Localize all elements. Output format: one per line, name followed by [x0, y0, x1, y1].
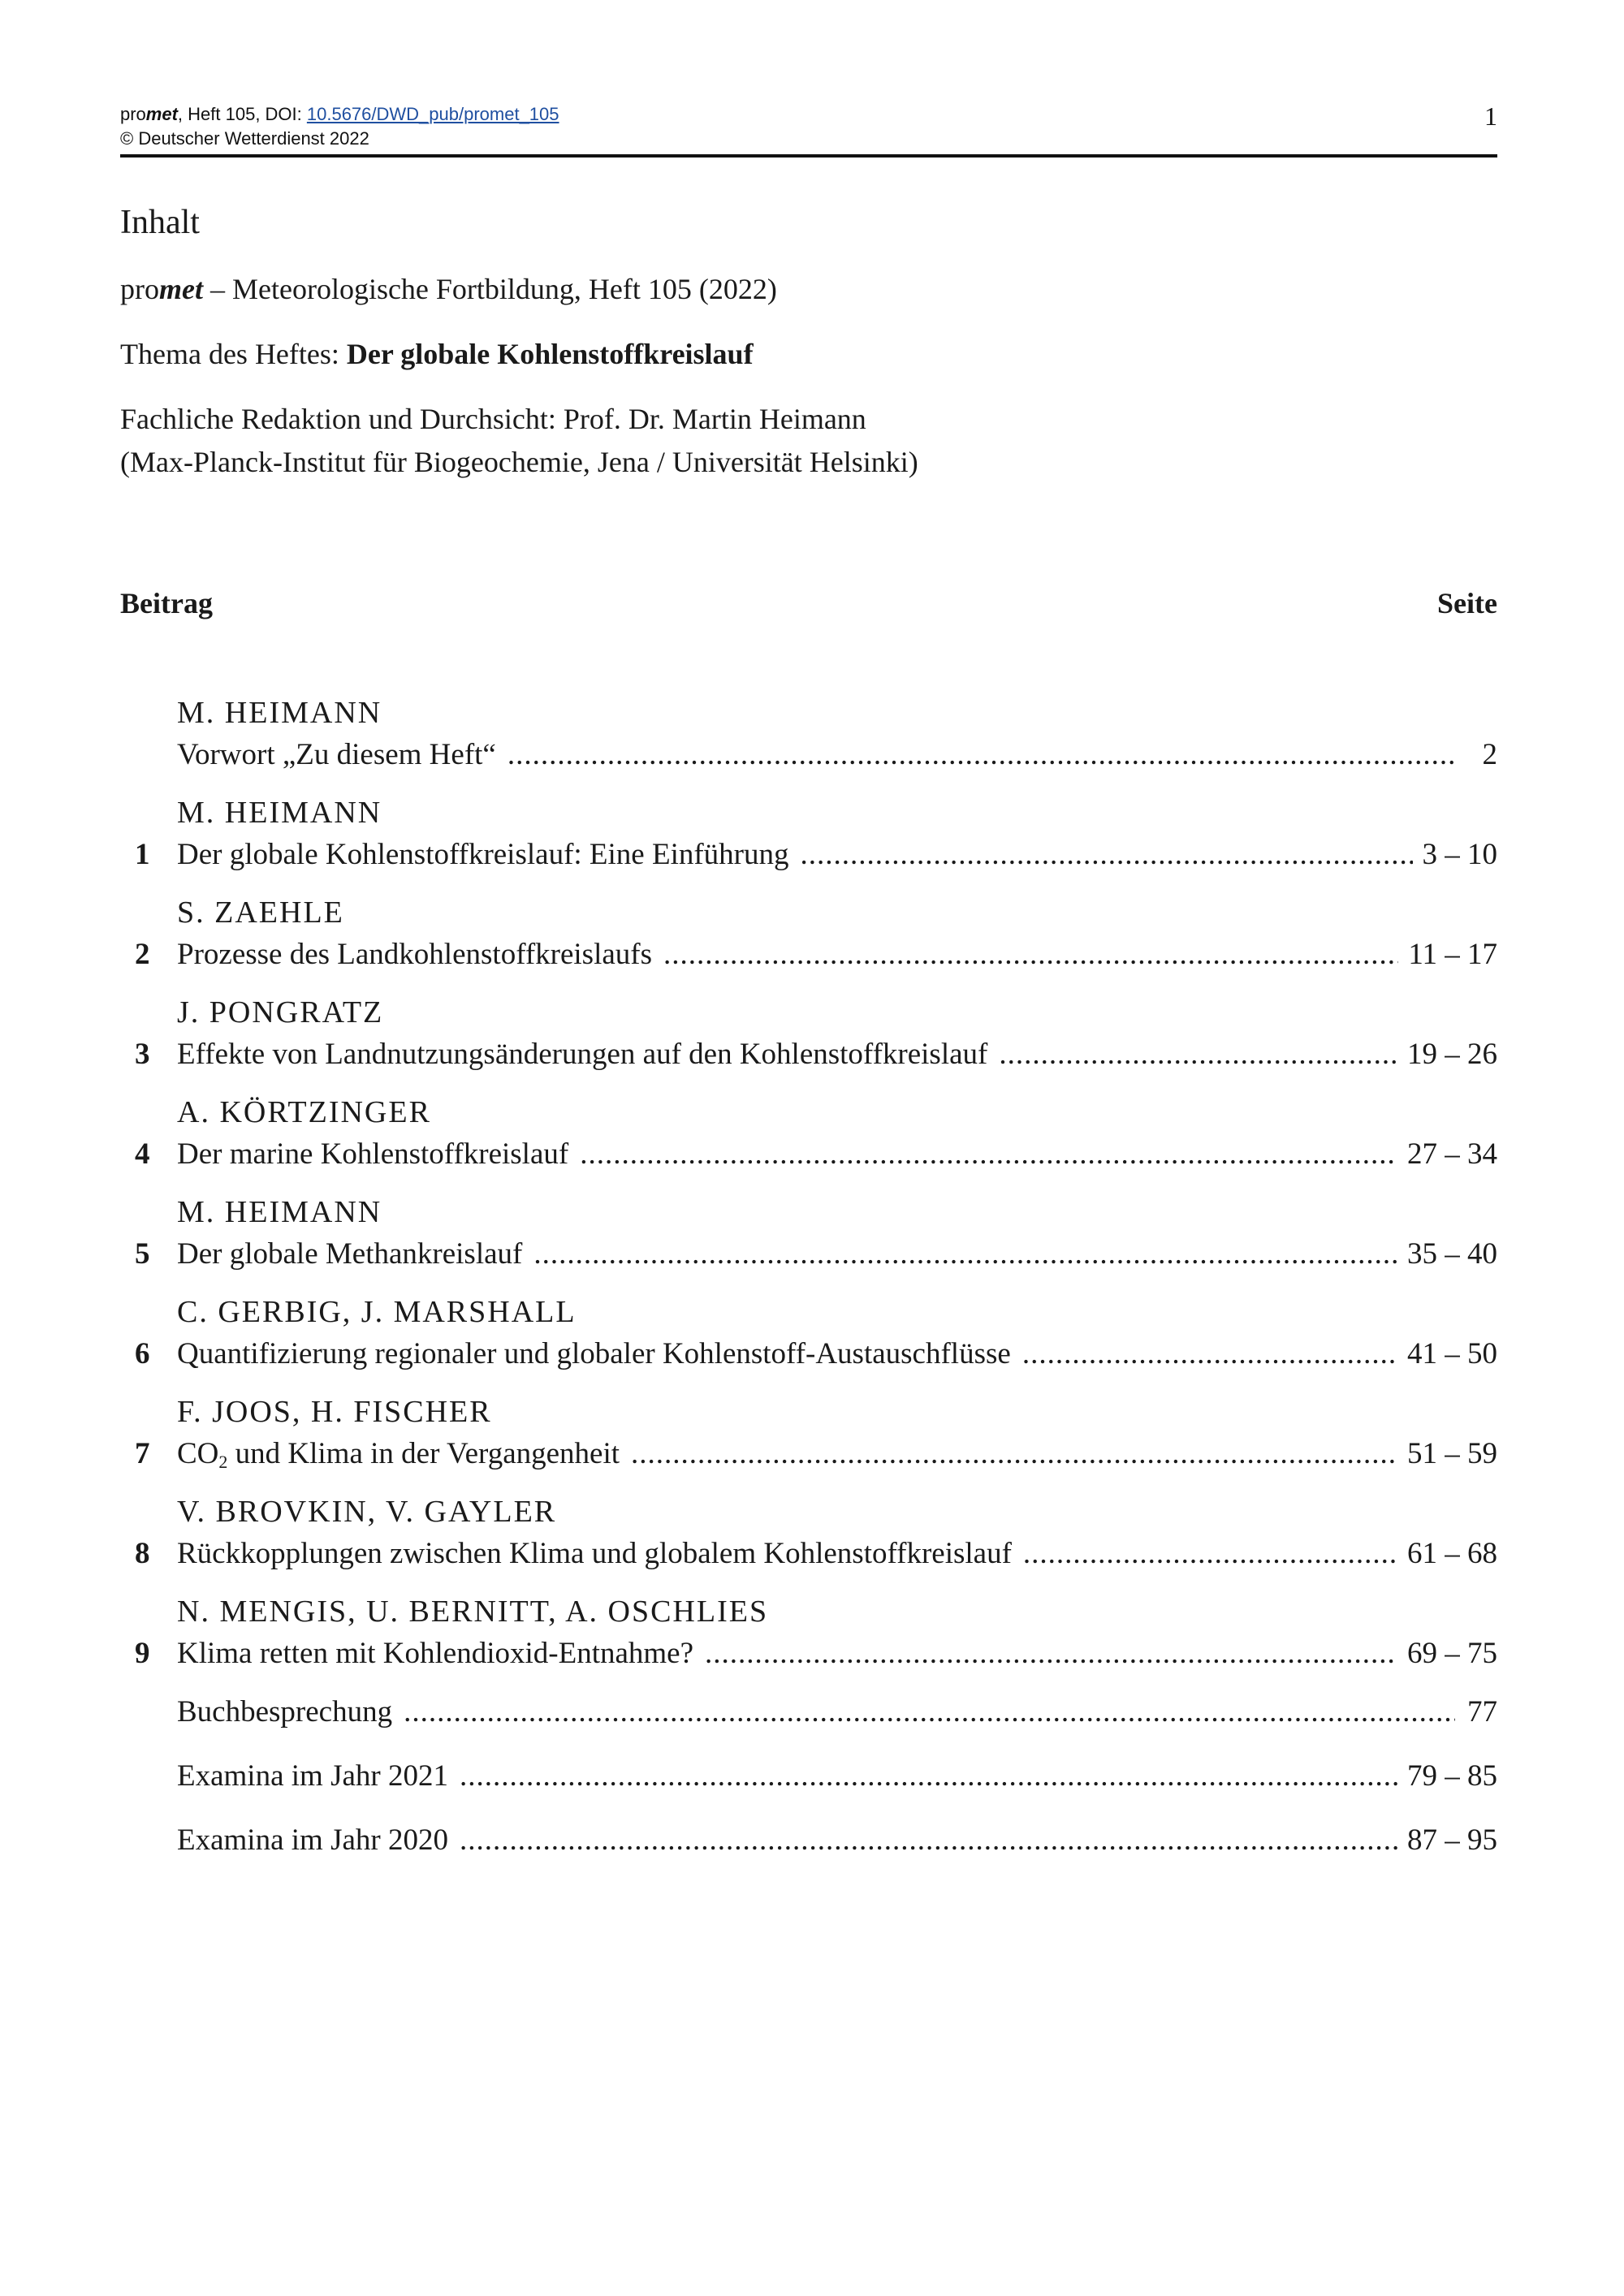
- toc-extra-entry: [120, 1755, 1497, 1797]
- entry-pages: 3 – 10: [1422, 838, 1497, 871]
- entry-title-line[interactable]: [120, 1533, 1497, 1574]
- series-met: met: [159, 273, 203, 305]
- dot-leader: [1022, 1333, 1397, 1375]
- journal-pro: pro: [120, 104, 146, 124]
- citation-line: [120, 101, 1497, 131]
- entry-pages: 51 – 59: [1407, 1437, 1497, 1470]
- entry-title: Quantifizierung regionaler und globaler Kohlenstoff-Austauschflüsse: [177, 1337, 1011, 1370]
- entry-title-line[interactable]: [120, 1433, 1497, 1474]
- series-line: [120, 268, 777, 311]
- entry-title: Vorwort „Zu diesem Heft“: [177, 738, 496, 771]
- page-header: [120, 102, 1497, 151]
- entry-author: N. MENGIS, U. BERNITT, A. OSCHLIES: [177, 1595, 769, 1629]
- entry-title: Prozesse des Landkohlenstoffkreislaufs: [177, 938, 653, 971]
- series-pro: pro: [120, 273, 159, 305]
- entry-title-line[interactable]: [120, 1819, 1497, 1861]
- dot-leader: [508, 734, 1455, 775]
- theme-label: Thema des Heftes:: [120, 338, 347, 370]
- dot-leader: [631, 1433, 1397, 1474]
- entry-pages: 77: [1467, 1695, 1497, 1728]
- entry-number: 2: [135, 938, 150, 971]
- toc-entry: [120, 892, 1497, 975]
- entry-title: Examina im Jahr 2021: [177, 1759, 448, 1793]
- entry-pages: 87 – 95: [1407, 1823, 1497, 1857]
- entry-number: 8: [135, 1537, 150, 1570]
- dot-leader: [663, 934, 1398, 975]
- entry-author: M. HEIMANN: [177, 696, 382, 730]
- issue-prefix: , Heft 105, DOI:: [177, 104, 307, 124]
- entry-pages: 79 – 85: [1407, 1759, 1497, 1793]
- toc-entry: [120, 992, 1497, 1075]
- entry-author: M. HEIMANN: [177, 796, 382, 830]
- toc-entry: [120, 1392, 1497, 1474]
- page-number: 1: [1484, 101, 1497, 131]
- column-header-contribution: Beitrag: [120, 587, 213, 619]
- entry-author: C. GERBIG, J. MARSHALL: [177, 1295, 577, 1329]
- entry-title-line[interactable]: [120, 1333, 1497, 1375]
- entry-title-line[interactable]: [120, 934, 1497, 975]
- entry-pages: 61 – 68: [1407, 1537, 1497, 1570]
- entry-number: 9: [135, 1637, 150, 1670]
- entry-number: 3: [135, 1038, 150, 1071]
- entry-author: M. HEIMANN: [177, 1195, 382, 1229]
- entry-author: A. KÖRTZINGER: [177, 1095, 431, 1129]
- entry-pages: 27 – 34: [1407, 1137, 1497, 1171]
- entry-title: Rückkopplungen zwischen Klima und globalem Kohlenstoffkreislauf: [177, 1537, 1012, 1570]
- entry-title-line[interactable]: [120, 734, 1497, 775]
- toc-entry: [120, 792, 1497, 875]
- editor-block: [120, 398, 918, 484]
- entry-title: Der globale Methankreislauf: [177, 1237, 523, 1271]
- dot-leader: [705, 1633, 1397, 1674]
- title-co: CO: [177, 1437, 219, 1470]
- table-of-contents: [120, 693, 1497, 1884]
- editor-line-2: (Max-Planck-Institut für Biogeochemie, Jena / Universität Helsinki): [120, 446, 918, 478]
- theme-line: [120, 333, 754, 376]
- entry-title: Examina im Jahr 2020: [177, 1823, 448, 1857]
- entry-title-line[interactable]: [120, 1691, 1497, 1733]
- copyright-line: © Deutscher Wetterdienst 2022: [120, 128, 369, 149]
- dot-leader: [404, 1691, 1455, 1733]
- entry-title-line[interactable]: [120, 834, 1497, 875]
- column-header-page: Seite: [1437, 587, 1497, 619]
- editor-line-1: Fachliche Redaktion und Durchsicht: Prof. Dr. Martin Heimann: [120, 403, 866, 435]
- dot-leader: [1023, 1533, 1397, 1574]
- dot-leader: [580, 1133, 1397, 1175]
- entry-title-line[interactable]: [120, 1633, 1497, 1674]
- entry-pages: 19 – 26: [1407, 1038, 1497, 1071]
- entry-title-line[interactable]: [120, 1133, 1497, 1175]
- series-rest: – Meteorologische Fortbildung, Heft 105 (2022): [202, 273, 777, 305]
- entry-pages: 41 – 50: [1407, 1337, 1497, 1370]
- entry-title: Klima retten mit Kohlendioxid-Entnahme?: [177, 1637, 694, 1670]
- theme-value: Der globale Kohlenstoffkreislauf: [346, 338, 754, 370]
- toc-entry: [120, 1591, 1497, 1674]
- title-rest: und Klima in der Vergangenheit: [227, 1437, 620, 1470]
- entry-author: V. BROVKIN, V. GAYLER: [177, 1495, 557, 1529]
- dot-leader: [801, 834, 1413, 875]
- entry-pages: 35 – 40: [1407, 1237, 1497, 1271]
- entry-number: 6: [135, 1337, 150, 1370]
- toc-extra-entry: [120, 1819, 1497, 1861]
- toc-entry: [120, 1192, 1497, 1275]
- entry-author: J. PONGRATZ: [177, 995, 384, 1029]
- entry-number: 5: [135, 1237, 150, 1271]
- dot-leader: [533, 1233, 1397, 1275]
- toc-extra-entry: [120, 1691, 1497, 1733]
- entry-author: F. JOOS, H. FISCHER: [177, 1395, 492, 1429]
- toc-entry: [120, 1292, 1497, 1375]
- page-title: Inhalt: [120, 204, 200, 241]
- toc-entry: [120, 1491, 1497, 1574]
- entry-title-line[interactable]: [120, 1755, 1497, 1797]
- entry-title: [177, 1433, 620, 1474]
- entry-title: Buchbesprechung: [177, 1695, 393, 1728]
- entry-title-line[interactable]: [120, 1034, 1497, 1075]
- dot-leader: [460, 1755, 1397, 1797]
- entry-title: Der globale Kohlenstoffkreislauf: Eine Einführung: [177, 838, 789, 871]
- entry-title: Der marine Kohlenstoffkreislauf: [177, 1137, 569, 1171]
- toc-entry: [120, 693, 1497, 775]
- entry-pages: 2: [1482, 738, 1497, 771]
- entry-pages: 11 – 17: [1408, 938, 1497, 971]
- entry-number: 1: [135, 838, 150, 871]
- header-rule: [120, 154, 1497, 158]
- title-subscript: 2: [218, 1452, 228, 1472]
- entry-author: S. ZAEHLE: [177, 896, 344, 930]
- journal-met: met: [145, 104, 178, 124]
- toc-entry: [120, 1092, 1497, 1175]
- entry-number: 4: [135, 1137, 150, 1171]
- entry-title-line[interactable]: [120, 1233, 1497, 1275]
- doi-link[interactable]: 10.5676/DWD_pub/promet_105: [306, 104, 559, 124]
- entry-pages: 69 – 75: [1407, 1637, 1497, 1670]
- dot-leader: [999, 1034, 1397, 1075]
- entry-number: 7: [135, 1437, 150, 1470]
- dot-leader: [460, 1819, 1397, 1861]
- entry-title: Effekte von Landnutzungsänderungen auf den Kohlenstoffkreislauf: [177, 1038, 988, 1071]
